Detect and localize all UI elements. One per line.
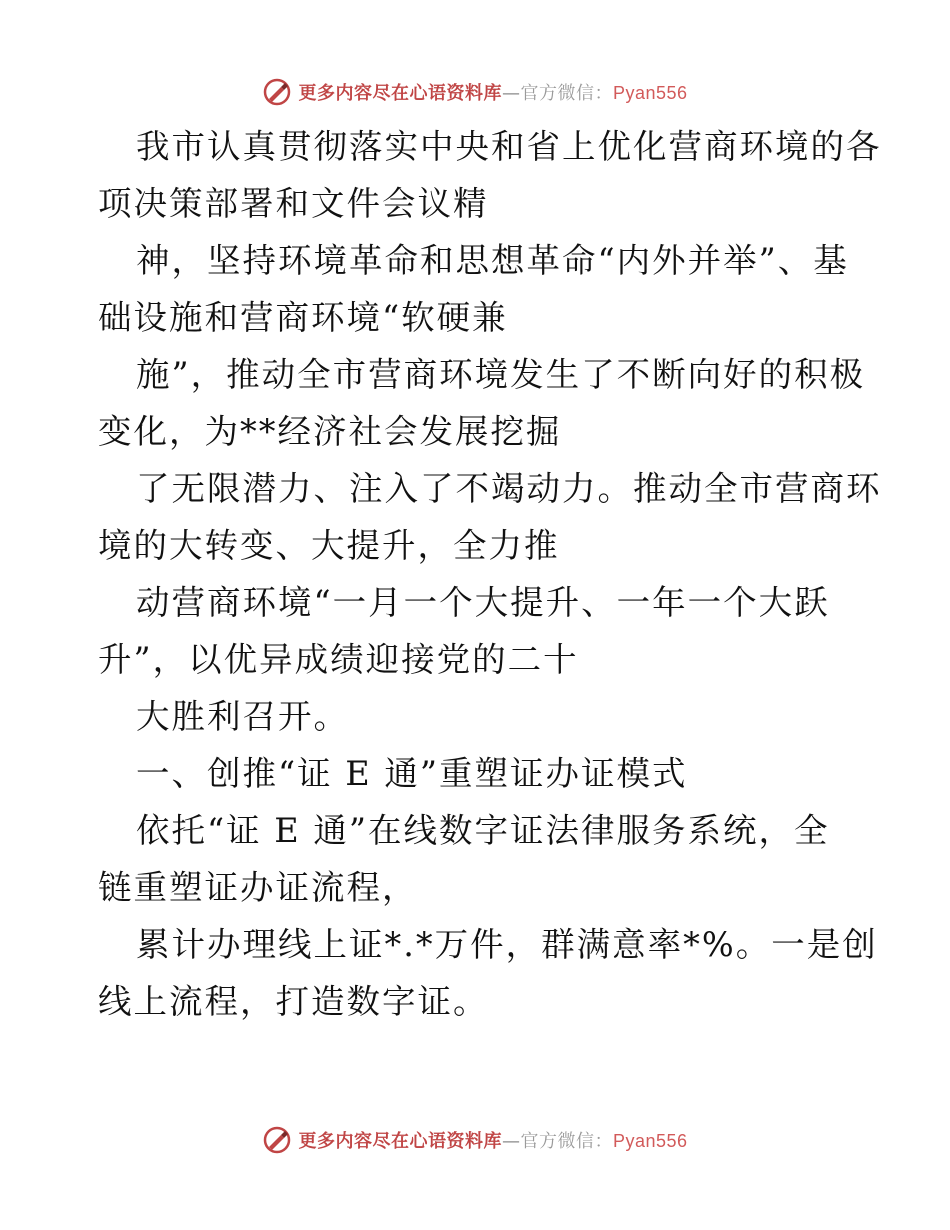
watermark-sub: 官方微信： — [520, 1131, 613, 1152]
watermark-text — [298, 79, 687, 105]
watermark-separator: — — [501, 1131, 521, 1152]
text-line: 依托“证 E 通”在线数字证法律服务系统，全 — [136, 811, 830, 850]
text-line: 线上流程，打造数字证。 — [98, 982, 489, 1021]
document-body — [98, 118, 882, 1030]
watermark-text — [298, 1127, 687, 1153]
text-line: 变化，为**经济社会发展挖掘 — [98, 412, 562, 451]
watermark-main: 更多内容尽在心语资料库 — [298, 83, 502, 104]
pen-logo-icon — [262, 77, 292, 107]
text-line: 础设施和营商环境“软硬兼 — [98, 298, 508, 337]
text-line: 累计办理线上证*.*万件，群满意率*%。一是创 — [136, 925, 878, 964]
text-line: 大胜利召开。 — [136, 697, 349, 736]
section-heading: 一、创推“证 E 通”重塑证办证模式 — [136, 754, 688, 793]
text-line: 境的大转变、大提升，全力推 — [98, 526, 560, 565]
text-line: 施”，推动全市营商环境发生了不断向好的积极 — [136, 355, 866, 394]
text-line: 链重塑证办证流程， — [98, 868, 418, 907]
text-line: 神，坚持环境革命和思想革命“内外并举”、基 — [136, 241, 849, 280]
pen-logo-icon — [262, 1125, 292, 1155]
footer-watermark — [0, 1120, 950, 1160]
text-line: 我市认真贯彻落实中央和省上优化营商环境的各 — [136, 127, 882, 166]
watermark-id: Pyan556 — [612, 83, 688, 103]
text-line: 项决策部署和文件会议精 — [98, 184, 489, 223]
watermark-sub: 官方微信： — [520, 83, 613, 104]
header-watermark — [0, 72, 950, 112]
text-line: 了无限潜力、注入了不竭动力。推动全市营商环 — [136, 469, 882, 508]
text-line: 动营商环境“一月一个大提升、一年一个大跃 — [136, 583, 830, 622]
watermark-separator: — — [501, 83, 521, 104]
watermark-id: Pyan556 — [612, 1131, 688, 1151]
text-line: 升”，以优异成绩迎接党的二十 — [98, 640, 579, 679]
watermark-main: 更多内容尽在心语资料库 — [298, 1131, 502, 1152]
